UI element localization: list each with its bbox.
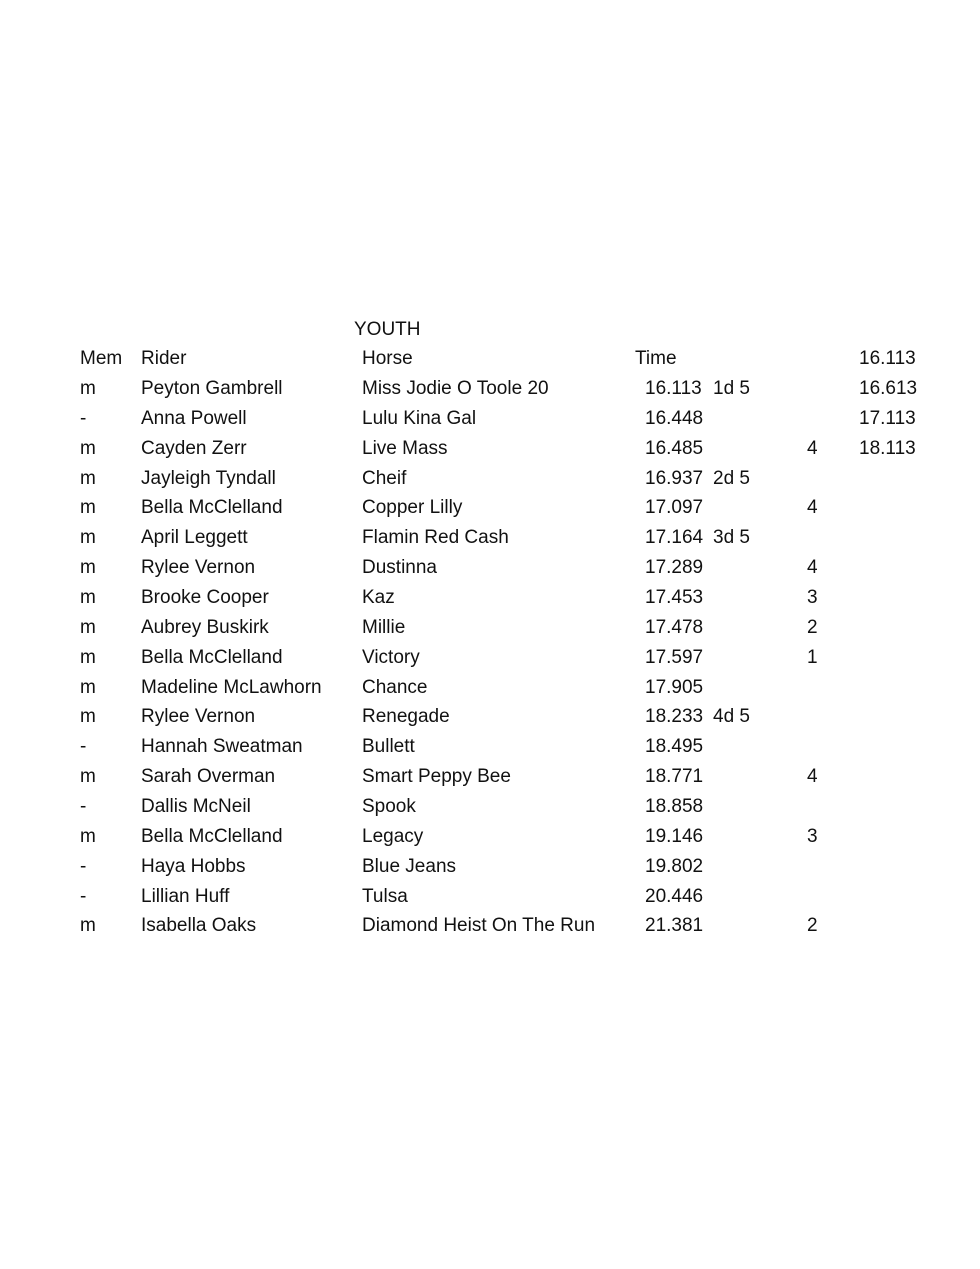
mem-cell: - xyxy=(80,855,87,877)
table-row xyxy=(0,557,980,587)
mem-cell: m xyxy=(80,527,96,549)
mem-cell: m xyxy=(80,587,96,608)
time-cell: 19.802 xyxy=(645,855,704,877)
rider-cell: Hannah Sweatman xyxy=(141,736,303,758)
mem-cell: m xyxy=(80,467,96,489)
table-row xyxy=(0,677,980,707)
mem-cell: - xyxy=(80,407,87,429)
table-row xyxy=(0,438,980,468)
mem-cell: - xyxy=(80,736,87,758)
points-cell: 1 xyxy=(807,646,818,668)
division-cell: 2d 5 xyxy=(713,467,750,489)
time-cell: 19.146 xyxy=(645,825,704,847)
rider-cell: Madeline McLawhorn xyxy=(141,676,322,698)
header-horse: Horse xyxy=(362,348,413,369)
points-cell: 4 xyxy=(807,557,818,579)
mem-cell: m xyxy=(80,706,96,728)
time-cell: 17.289 xyxy=(645,557,704,579)
table-row xyxy=(0,497,980,527)
horse-cell: Dustinna xyxy=(362,557,437,579)
table-row xyxy=(0,915,980,945)
points-cell: 4 xyxy=(807,766,818,787)
horse-cell: Bullett xyxy=(362,736,415,758)
division-cell: 1d 5 xyxy=(713,378,750,399)
time-cell: 17.597 xyxy=(645,646,704,668)
rider-cell: Haya Hobbs xyxy=(141,855,246,877)
mem-cell: m xyxy=(80,616,96,638)
table-row xyxy=(0,468,980,498)
division-cell: 3d 5 xyxy=(713,527,750,549)
time-cell: 17.453 xyxy=(645,587,704,608)
rider-cell: Bella McClelland xyxy=(141,825,283,847)
rider-cell: Jayleigh Tyndall xyxy=(141,467,276,489)
table-row xyxy=(0,378,980,408)
rider-cell: Brooke Cooper xyxy=(141,587,269,608)
horse-cell: Flamin Red Cash xyxy=(362,527,509,549)
time-cell: 18.233 xyxy=(645,706,704,728)
time-cell: 16.937 xyxy=(645,467,704,489)
points-cell: 4 xyxy=(807,437,818,459)
time-cell: 21.381 xyxy=(645,915,704,937)
rider-cell: Peyton Gambrell xyxy=(141,378,283,399)
horse-cell: Millie xyxy=(362,616,406,638)
mem-cell: m xyxy=(80,437,96,459)
horse-cell: Lulu Kina Gal xyxy=(362,407,477,429)
horse-cell: Live Mass xyxy=(362,437,448,459)
rider-cell: April Leggett xyxy=(141,527,248,549)
rider-cell: Anna Powell xyxy=(141,407,247,429)
rider-cell: Aubrey Buskirk xyxy=(141,616,269,638)
horse-cell: Copper Lilly xyxy=(362,497,463,519)
time-cell: 18.771 xyxy=(645,766,704,787)
horse-cell: Chance xyxy=(362,676,428,698)
table-row xyxy=(0,408,980,438)
table-header xyxy=(0,348,980,378)
mem-cell: - xyxy=(80,795,87,817)
rider-cell: Dallis McNeil xyxy=(141,795,251,817)
rider-cell: Bella McClelland xyxy=(141,646,283,668)
points-cell: 4 xyxy=(807,497,818,519)
rider-cell: Sarah Overman xyxy=(141,766,276,787)
table-row xyxy=(0,856,980,886)
mem-cell: m xyxy=(80,766,96,787)
table-row xyxy=(0,527,980,557)
table-row xyxy=(0,617,980,647)
rider-cell: Rylee Vernon xyxy=(141,706,256,728)
table-row xyxy=(0,706,980,736)
time-cell: 17.097 xyxy=(645,497,704,519)
division-time-4: 18.113 xyxy=(859,437,916,459)
time-cell: 17.478 xyxy=(645,616,704,638)
time-cell: 18.495 xyxy=(645,736,704,758)
horse-cell: Renegade xyxy=(362,706,450,728)
mem-cell: m xyxy=(80,497,96,519)
time-cell: 17.164 xyxy=(645,527,704,549)
header-time: Time xyxy=(635,348,677,369)
header-mem: Mem xyxy=(80,348,123,369)
horse-cell: Tulsa xyxy=(362,885,408,907)
rider-cell: Rylee Vernon xyxy=(141,557,256,579)
header-rider: Rider xyxy=(141,348,187,369)
table-row xyxy=(0,736,980,766)
mem-cell: m xyxy=(80,676,96,698)
division-time-1: 16.113 xyxy=(859,348,916,369)
mem-cell: m xyxy=(80,646,96,668)
rider-cell: Bella McClelland xyxy=(141,497,283,519)
mem-cell: m xyxy=(80,915,96,937)
time-cell: 16.113 xyxy=(645,378,702,399)
points-cell: 3 xyxy=(807,587,818,608)
horse-cell: Kaz xyxy=(362,587,395,608)
table-row xyxy=(0,647,980,677)
mem-cell: m xyxy=(80,557,96,579)
rider-cell: Isabella Oaks xyxy=(141,915,257,937)
rider-cell: Lillian Huff xyxy=(141,885,230,907)
horse-cell: Miss Jodie O Toole 20 xyxy=(362,378,549,399)
table-row xyxy=(0,766,980,796)
table-row xyxy=(0,587,980,617)
rider-cell: Cayden Zerr xyxy=(141,437,247,459)
time-cell: 17.905 xyxy=(645,676,704,698)
points-cell: 3 xyxy=(807,825,818,847)
division-time-3: 17.113 xyxy=(859,407,916,429)
horse-cell: Victory xyxy=(362,646,420,668)
time-cell: 16.448 xyxy=(645,407,704,429)
mem-cell: - xyxy=(80,885,87,907)
horse-cell: Diamond Heist On The Run xyxy=(362,915,596,937)
horse-cell: Legacy xyxy=(362,825,424,847)
mem-cell: m xyxy=(80,378,96,399)
mem-cell: m xyxy=(80,825,96,847)
points-cell: 2 xyxy=(807,616,818,638)
time-cell: 18.858 xyxy=(645,795,704,817)
horse-cell: Cheif xyxy=(362,467,407,489)
horse-cell: Spook xyxy=(362,795,416,817)
horse-cell: Blue Jeans xyxy=(362,855,457,877)
points-cell: 2 xyxy=(807,915,818,937)
time-cell: 16.485 xyxy=(645,437,704,459)
page-title: YOUTH xyxy=(354,319,421,340)
horse-cell: Smart Peppy Bee xyxy=(362,766,511,787)
division-time-2: 16.613 xyxy=(859,378,918,399)
time-cell: 20.446 xyxy=(645,885,704,907)
table-row xyxy=(0,796,980,826)
division-cell: 4d 5 xyxy=(713,706,750,728)
table-row xyxy=(0,886,980,916)
table-row xyxy=(0,826,980,856)
